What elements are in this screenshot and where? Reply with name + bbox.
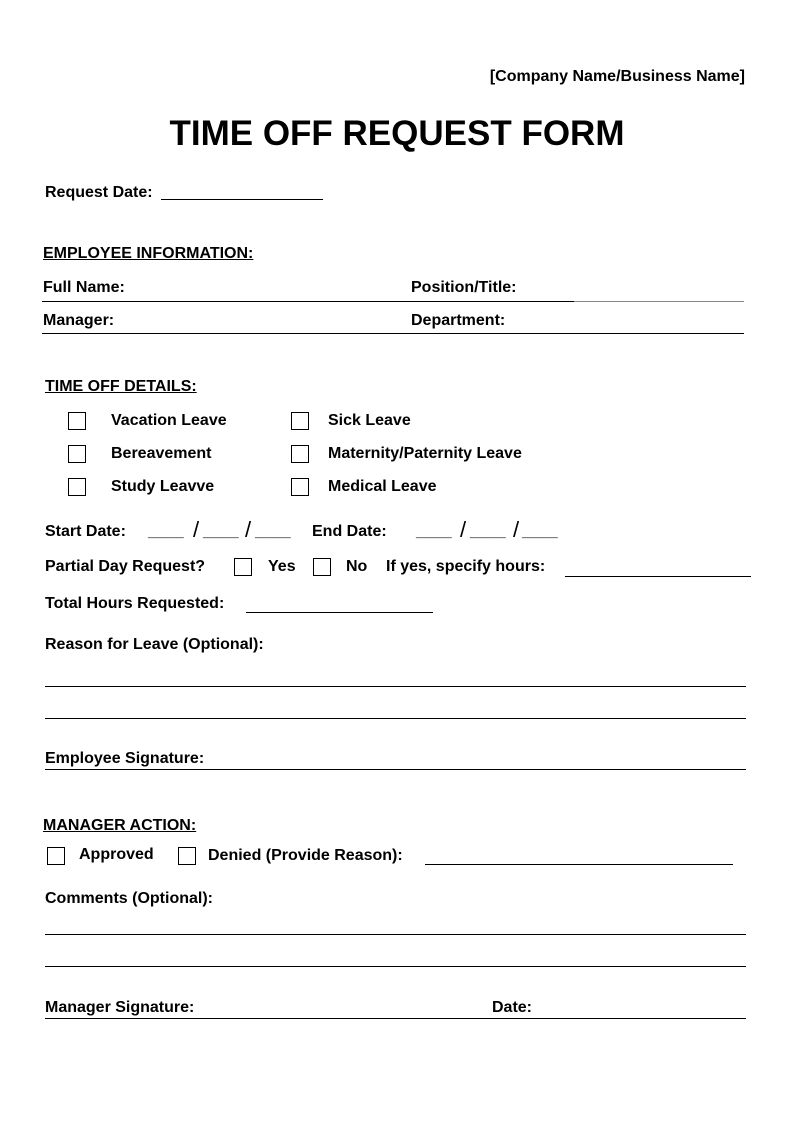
- approved-checkbox[interactable]: [47, 847, 65, 865]
- full-name-field[interactable]: [42, 301, 574, 302]
- reason-line-2[interactable]: [45, 718, 746, 719]
- start-date-label: Start Date:: [45, 523, 126, 540]
- vacation-leave-checkbox[interactable]: [68, 412, 86, 430]
- denied-reason-field[interactable]: [425, 864, 733, 865]
- sick-leave-label: Sick Leave: [328, 412, 411, 429]
- manager-field[interactable]: [42, 333, 744, 334]
- department-label: Department:: [411, 312, 506, 329]
- total-hours-field[interactable]: [246, 612, 433, 613]
- manager-signature-label: Manager Signature:: [45, 999, 195, 1016]
- total-hours-label: Total Hours Requested:: [45, 595, 225, 612]
- denied-checkbox[interactable]: [178, 847, 196, 865]
- position-field[interactable]: [574, 301, 744, 302]
- request-date-label: Request Date:: [45, 184, 153, 201]
- form-title: TIME OFF REQUEST FORM: [169, 114, 625, 153]
- medical-leave-checkbox[interactable]: [291, 478, 309, 496]
- start-date-month[interactable]: ____: [148, 523, 184, 540]
- medical-leave-label: Medical Leave: [328, 478, 437, 495]
- study-leave-checkbox[interactable]: [68, 478, 86, 496]
- request-date-field[interactable]: [161, 199, 323, 200]
- manager-label: Manager:: [43, 312, 115, 329]
- date-separator: /: [193, 517, 200, 542]
- reason-line-1[interactable]: [45, 686, 746, 687]
- comments-line-2[interactable]: [45, 966, 746, 967]
- end-date-day[interactable]: ____: [470, 523, 506, 540]
- reason-label: Reason for Leave (Optional):: [45, 636, 264, 653]
- denied-label: Denied (Provide Reason):: [208, 847, 403, 864]
- partial-no-checkbox[interactable]: [313, 558, 331, 576]
- start-date-year[interactable]: ____: [255, 523, 291, 540]
- bereavement-label: Bereavement: [111, 445, 212, 462]
- manager-action-header: MANAGER ACTION:: [43, 817, 197, 834]
- full-name-label: Full Name:: [43, 279, 125, 296]
- date-separator: /: [245, 517, 252, 542]
- manager-signature-field[interactable]: [45, 1018, 746, 1019]
- partial-yes-checkbox[interactable]: [234, 558, 252, 576]
- partial-yes-label: Yes: [268, 558, 296, 575]
- position-label: Position/Title:: [411, 279, 517, 296]
- sick-leave-checkbox[interactable]: [291, 412, 309, 430]
- employee-info-header: EMPLOYEE INFORMATION:: [43, 245, 254, 262]
- date-separator: /: [460, 517, 467, 542]
- date-separator: /: [513, 517, 520, 542]
- comments-label: Comments (Optional):: [45, 890, 213, 907]
- time-off-header: TIME OFF DETAILS:: [45, 378, 197, 395]
- specify-hours-field[interactable]: [565, 576, 751, 577]
- maternity-paternity-checkbox[interactable]: [291, 445, 309, 463]
- partial-day-label: Partial Day Request?: [45, 558, 206, 575]
- vacation-leave-label: Vacation Leave: [111, 412, 227, 429]
- manager-date-label: Date:: [492, 999, 533, 1016]
- end-date-year[interactable]: ____: [522, 523, 558, 540]
- end-date-month[interactable]: ____: [416, 523, 452, 540]
- employee-signature-label: Employee Signature:: [45, 750, 205, 767]
- specify-hours-label: If yes, specify hours:: [386, 558, 546, 575]
- comments-line-1[interactable]: [45, 934, 746, 935]
- approved-label: Approved: [79, 846, 154, 863]
- maternity-paternity-label: Maternity/Paternity Leave: [328, 445, 522, 462]
- partial-no-label: No: [346, 558, 368, 575]
- employee-signature-field[interactable]: [45, 769, 746, 770]
- start-date-day[interactable]: ____: [203, 523, 239, 540]
- company-name: [Company Name/Business Name]: [489, 68, 745, 85]
- end-date-label: End Date:: [312, 523, 387, 540]
- bereavement-checkbox[interactable]: [68, 445, 86, 463]
- study-leave-label: Study Leavve: [111, 478, 215, 495]
